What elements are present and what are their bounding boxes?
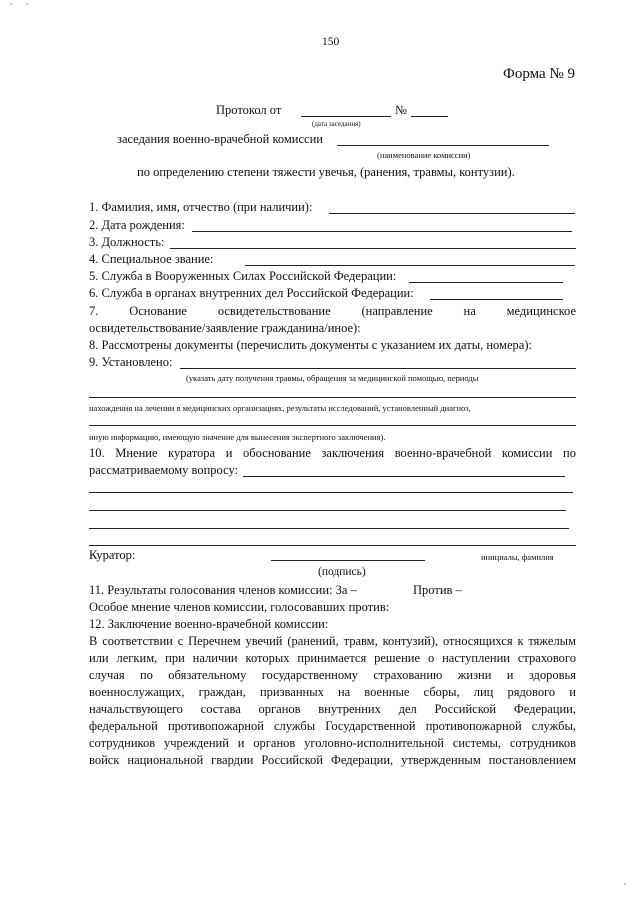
conclusion-line: военнослужащих, граждан, призванных на военные сборы, лиц рядового и: [89, 685, 576, 699]
commission-caption: (наименование комиссии): [377, 150, 471, 160]
field-full-name-label: 1. Фамилия, имя, отчество (при наличии):: [89, 200, 313, 214]
field-established-line[interactable]: [180, 368, 576, 369]
curator-opinion-line-1[interactable]: [243, 476, 565, 477]
field-documents-label: 8. Рассмотрены документы (перечислить документы с указанием их даты, номера):: [89, 338, 532, 352]
field-basis-line1: 7. Основание освидетельствование (направление на медицинское: [89, 304, 576, 318]
initials-caption: инициалы, фамилия: [481, 552, 554, 562]
page-number: 150: [322, 36, 340, 48]
scan-speck: [624, 883, 626, 885]
field-birth-date-line[interactable]: [192, 231, 572, 232]
established-hint-3: иную информацию, имеющую значение для вынесения экспертного заключения).: [89, 432, 386, 442]
field-armed-forces-line[interactable]: [409, 282, 563, 283]
field-established-label: 9. Установлено:: [89, 355, 173, 369]
conclusion-line: случая по обязательному государственному страхованию жизни и здоровья: [89, 668, 576, 682]
field-basis-line2: освидетельствование/заявление гражданина/иное):: [89, 321, 361, 335]
scan-speck: [26, 3, 28, 5]
field-internal-affairs-line[interactable]: [430, 299, 563, 300]
field-curator-opinion-line1: 10. Мнение куратора и обоснование заключения военно-врачебной комиссии по: [89, 446, 576, 460]
conclusion-line: федеральной противопожарной службы Государственной противопожарной службы,: [89, 719, 576, 733]
field-rank-line[interactable]: [245, 265, 575, 266]
curator-signature-line[interactable]: [271, 560, 425, 561]
signature-caption: (подпись): [318, 566, 366, 578]
voting-against: Против –: [413, 583, 462, 597]
established-line-3[interactable]: [89, 425, 576, 426]
established-line-2[interactable]: [89, 397, 576, 398]
protocol-date-line[interactable]: [301, 116, 391, 117]
dissent-opinion: Особое мнение членов комиссии, голосовавших против:: [89, 600, 390, 614]
conclusion-line: начальствующего состава органов внутренних дел Российской Федерации,: [89, 702, 576, 716]
field-position-line[interactable]: [170, 248, 576, 249]
commission-name-line[interactable]: [337, 145, 549, 146]
conclusion-line: или легким, при наличии которых принимается решение о наступлении страхового: [89, 651, 576, 665]
established-hint-1: (указать дату получения травмы, обращения за медицинской помощью, периоды: [186, 373, 479, 383]
curator-opinion-line-5[interactable]: [89, 545, 576, 546]
voting-results: 11. Результаты голосования членов комиссии: За –: [89, 583, 357, 597]
field-curator-opinion-line2: рассматриваемому вопросу:: [89, 463, 239, 477]
field-full-name-line[interactable]: [329, 213, 575, 214]
curator-opinion-line-4[interactable]: [89, 528, 569, 529]
field-armed-forces-label: 5. Служба в Вооруженных Силах Российской Федерации:: [89, 269, 397, 283]
conclusion-line: сотрудников учреждений и органов уголовно-исполнительной системы, сотрудников: [89, 736, 576, 750]
purpose-text: по определению степени тяжести увечья, (ранения, травмы, контузии).: [137, 165, 515, 179]
established-hint-2: нахождения на лечении в медицинских организациях, результаты исследований, установленный диагноз,: [89, 403, 471, 413]
conclusion-line: войск национальной гвардии Российской Федерации, утвержденным постановлением: [89, 753, 576, 767]
date-caption: (дата заседания): [312, 120, 361, 128]
conclusion-line: В соответствии с Перечнем увечий (ранений, травм, контузий), относящихся к тяжелым: [89, 634, 576, 648]
form-label: Форма № 9: [503, 66, 575, 82]
protocol-prefix: Протокол от: [216, 103, 282, 117]
field-internal-affairs-label: 6. Служба в органах внутренних дел Российской Федерации:: [89, 286, 414, 300]
protocol-number-line[interactable]: [411, 116, 448, 117]
curator-opinion-line-3[interactable]: [89, 510, 566, 511]
conclusion-title: 12. Заключение военно-врачебной комиссии:: [89, 617, 329, 631]
curator-label: Куратор:: [89, 548, 136, 562]
scan-speck: [10, 3, 12, 5]
meeting-prefix: заседания военно-врачебной комиссии: [117, 132, 323, 146]
field-birth-date-label: 2. Дата рождения:: [89, 218, 185, 232]
protocol-number-sign: №: [395, 103, 407, 117]
field-rank-label: 4. Специальное звание:: [89, 252, 214, 266]
field-position-label: 3. Должность:: [89, 235, 165, 249]
curator-opinion-line-2[interactable]: [89, 492, 573, 493]
